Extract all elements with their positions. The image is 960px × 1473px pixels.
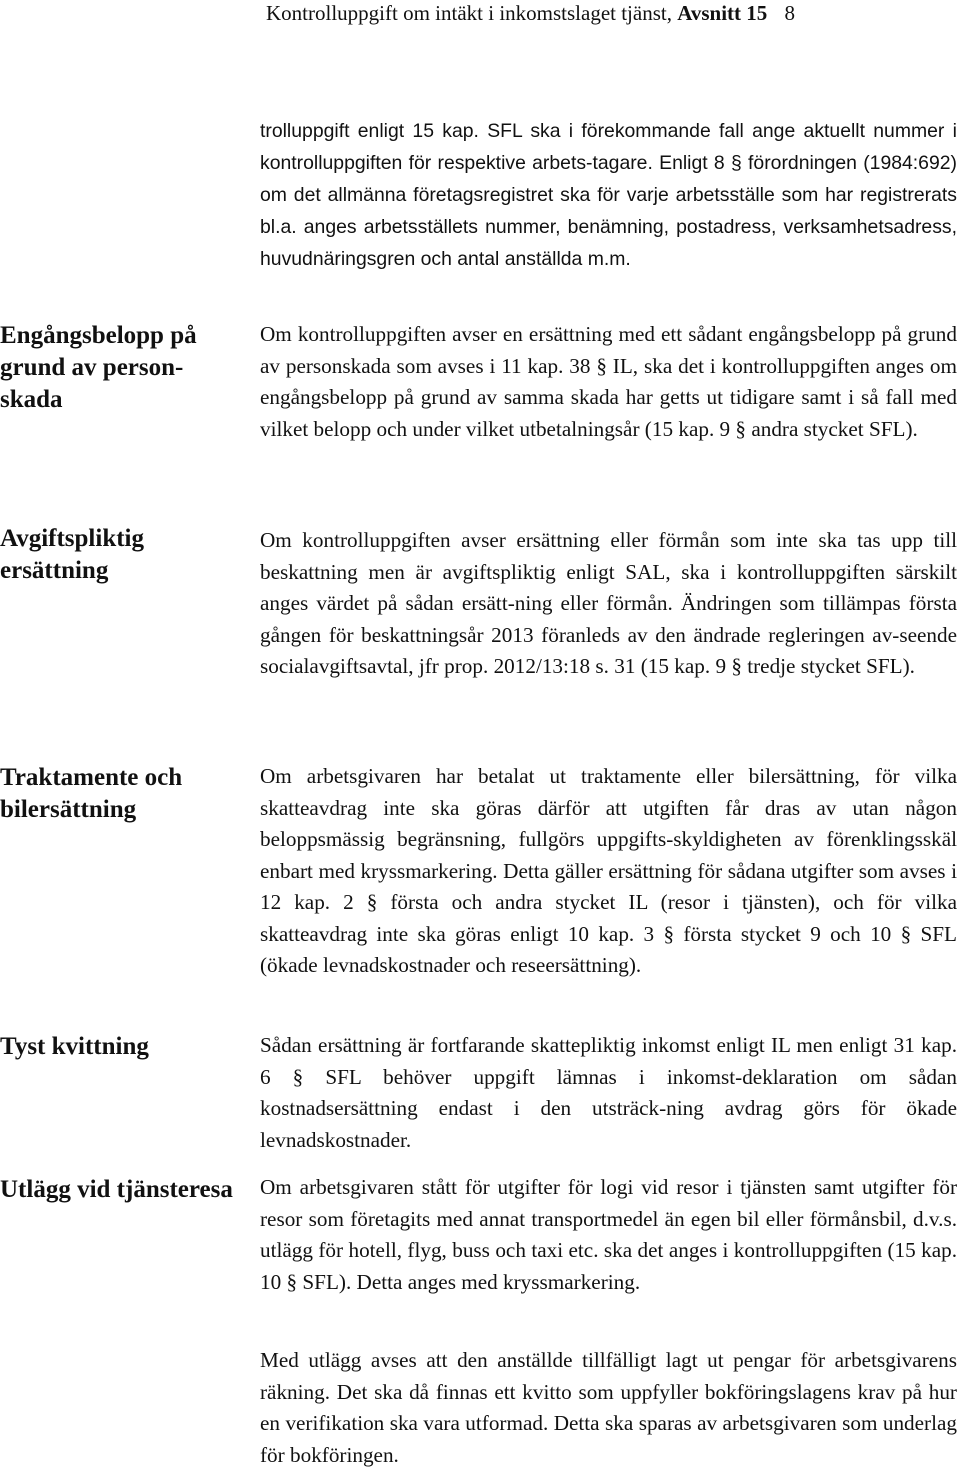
- paragraph-avgiftspliktig: Om kontrolluppgiften avser ersättning eller förmån som inte ska tas upp till beskattning men är avgiftspliktig enligt SAL, ska i kontrolluppgiften särskilt anges värdet på sådan ersätt-ning eller förmån. Ändringen som tillämpas första gången för beskattningsår 2013 föranleds av den ändrade regleringen av-seende socialavgiftsavtal, jfr prop. 2012/13:18 s. 31 (15 kap. 9 § tredje stycket SFL).: [260, 528, 957, 678]
- side-heading-tyst-kvittning: Tyst kvittning: [0, 1033, 149, 1060]
- page-number: 8: [784, 1, 796, 25]
- header-section: Avsnitt 15: [677, 1, 768, 25]
- paragraph-tyst-kvittning: Sådan ersättning är fortfarande skattepliktig inkomst enligt IL men enligt 31 kap. 6 § SFL behöver uppgift lämnas i inkomst-deklaration om sådan kostnadsersättning endast i den utsträck-ning avdrag görs för ökade levnadskostnader.: [260, 1033, 957, 1152]
- paragraph-engangsbelopp: Om kontrolluppgiften avser en ersättning med ett sådant engångsbelopp på grund av personskada som avses i 11 kap. 38 § IL, ska det i kontrolluppgiften anges om engångsbelopp på grund av samma skada har getts ut tidigare samt i så fall med vilket belopp och under vilket utbetalningsår (15 kap. 9 § andra stycket SFL).: [260, 322, 957, 441]
- side-heading-engangsbelopp: Engångsbelopp på grund av person-skada: [0, 322, 197, 413]
- paragraph-foretagsregister: trolluppgift enligt 15 kap. SFL ska i förekommande fall ange aktuellt nummer i kontrolluppgiften för respektive arbets-tagare. Enligt 8 § förordningen (1984:692) om det allmänna företagsregistret ska för varje arbetsställe som har registrerats bl.a. anges arbetsställets nummer, benämning, postadress, verksamhetsadress, huvudnäringsgren och antal anställda m.m.: [260, 120, 957, 270]
- side-heading-utlagg: Utlägg vid tjänsteresa: [0, 1176, 233, 1203]
- paragraph-traktamente: Om arbetsgivaren har betalat ut traktamente eller bilersättning, för vilka skatteavdrag inte ska göras därför att utgiften får dras av utan någon beloppsmässig begränsning, fullgörs uppgifts-skyldigheten av förenklingsskäl enbart med kryssmarkering. Detta gäller ersättning för sådana utgifter som avses i 12 kap. 2 § första och andra stycket IL (resor i tjänsten), och för vilka skatteavdrag inte ska göras enligt 10 kap. 3 § första stycket 9 och 10 § SFL (ökade levnadskostnader och reseersättning).: [260, 764, 957, 977]
- header-title: Kontrolluppgift om intäkt i inkomstslaget tjänst,: [266, 1, 672, 25]
- paragraph-utlagg-logi: Om arbetsgivaren stått för utgifter för logi vid resor i tjänsten samt utgifter för resor som företagits med annat transportmedel än egen bil eller förmånsbil, d.v.s. utlägg för hotell, flyg, buss och taxi etc. ska det anges i kontrolluppgiften (15 kap. 10 § SFL). Detta anges med kryssmarkering.: [260, 1175, 957, 1294]
- paragraph-utlagg-definition: Med utlägg avses att den anställde tillfälligt lagt ut pengar för arbetsgivarens räkning. Det ska då finnas ett kvitto som uppfyller bokföringslagens krav på hur en verifikation ska vara utformad. Detta ska sparas av arbetsgivaren som underlag för bokföringen.: [260, 1348, 957, 1467]
- page-header: [266, 0, 956, 34]
- side-heading-avgiftspliktig: Avgiftspliktig ersättning: [0, 525, 144, 584]
- side-heading-traktamente: Traktamente och bilersättning: [0, 764, 183, 823]
